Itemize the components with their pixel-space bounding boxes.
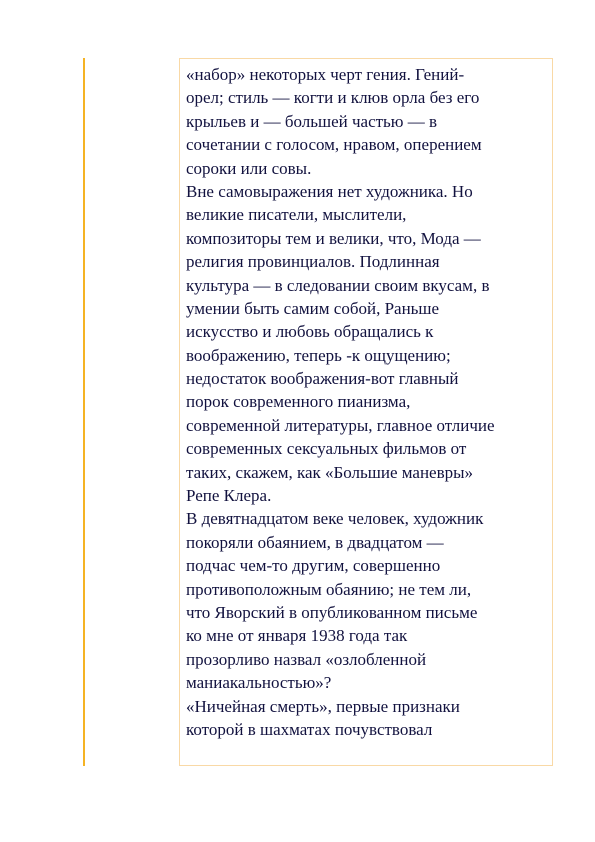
text-line: которой в шахматах почувствовал: [186, 719, 433, 739]
text-line: сороки или совы.: [186, 158, 312, 178]
text-line: недостаток воображения-вот главный: [186, 369, 459, 389]
text-line: «Ничейная смерть», первые признаки: [186, 696, 460, 716]
text-line: «набор» некоторых черт гения. Гений-: [186, 65, 465, 84]
text-line: сочетании с голосом, нравом, оперением: [186, 135, 482, 155]
text-line: современных сексуальных фильмов от: [186, 439, 467, 459]
text-line: Вне самовыражения нет художника. Но: [186, 181, 473, 201]
text-line: маниакальностью»?: [186, 673, 332, 693]
text-line: великие писатели, мыслители,: [186, 205, 407, 225]
text-line: таких, скажем, как «Большие маневры»: [186, 462, 474, 482]
text-line: воображению, теперь -к ощущению;: [186, 345, 451, 365]
text-line: что Яворский в опубликованном письме: [186, 602, 478, 622]
text-line: покоряли обаянием, в двадцатом —: [186, 532, 444, 552]
text-line: крыльев и — большей частью — в: [186, 111, 438, 131]
text-line: В девятнадцатом веке человек, художник: [186, 509, 484, 529]
text-line: орел; стиль — когти и клюв орла без его: [186, 88, 480, 108]
text-line: прозорливо назвал «озлобленной: [186, 649, 427, 669]
text-line: современной литературы, главное отличие: [186, 415, 495, 435]
text-line: искусство и любовь обращались к: [186, 322, 434, 342]
margin-rule: [83, 58, 85, 766]
text-line: противоположным обаянию; не тем ли,: [186, 579, 472, 599]
text-line: Репе Клера.: [186, 486, 272, 506]
text-line: религия провинциалов. Подлинная: [186, 252, 440, 272]
body-text: [186, 63, 552, 741]
text-frame: [179, 58, 553, 766]
text-line: умении быть самим собой, Раньше: [186, 298, 440, 318]
text-line: ко мне от января 1938 года так: [186, 626, 408, 646]
text-line: композиторы тем и велики, что, Мода —: [186, 228, 481, 248]
text-line: порок современного пианизма,: [186, 392, 411, 412]
text-line: культура — в следовании своим вкусам, в: [186, 275, 490, 295]
text-line: подчас чем-то другим, совершенно: [186, 556, 441, 576]
